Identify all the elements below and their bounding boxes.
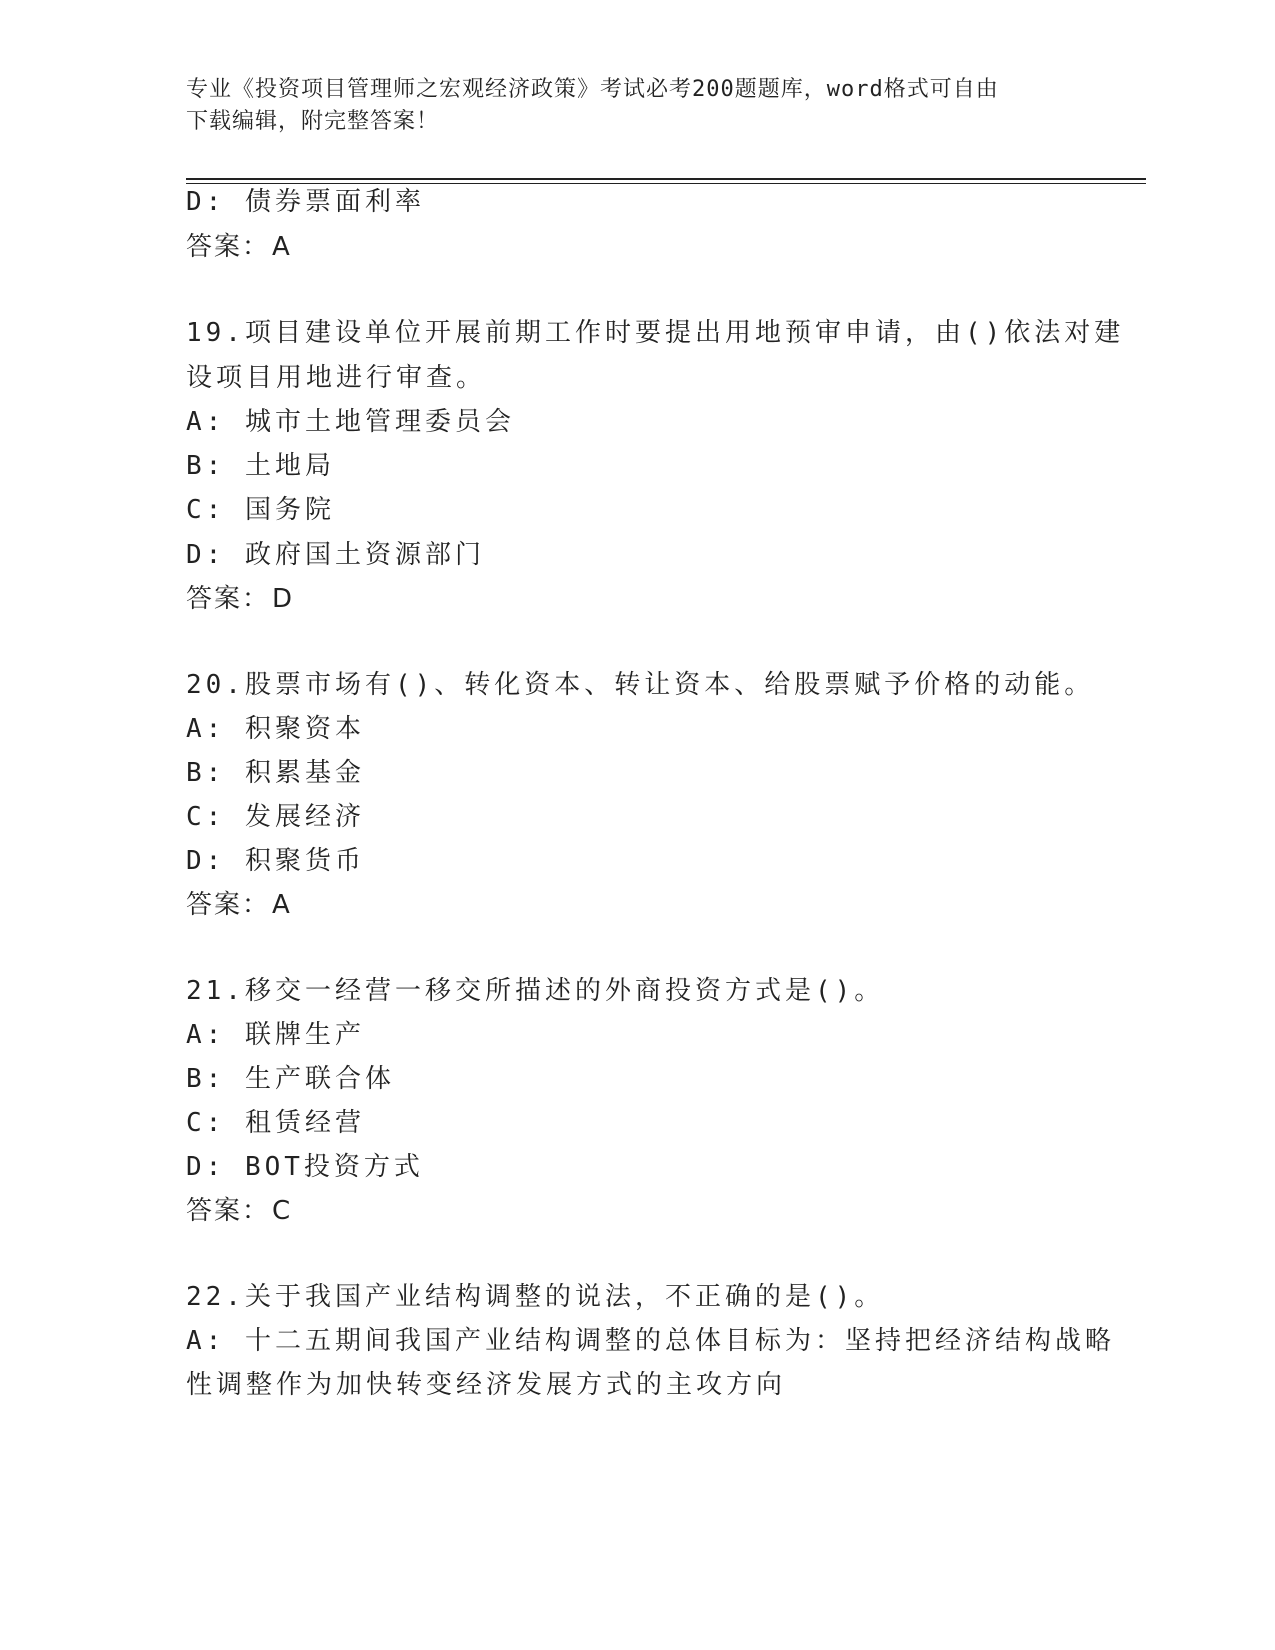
- header-line-1: 专业《投资项目管理师之宏观经济政策》考试必考200题题库，word格式可自由: [186, 77, 999, 102]
- question-20-option-c: C: 发展经济: [186, 802, 365, 832]
- question-19-answer: [186, 581, 292, 617]
- answer-label: 答案：: [186, 890, 271, 920]
- question-20-option-b: B: 积累基金: [186, 758, 365, 788]
- answer-value: C: [272, 1196, 291, 1226]
- question-22-stem-line-1: 22.关于我国产业结构调整的说法，不正确的是()。: [186, 1282, 885, 1312]
- question-19-option-c: C: 国务院: [186, 495, 335, 525]
- answer-label: 答案：: [186, 584, 271, 614]
- question-21-option-d: D: BOT投资方式: [186, 1152, 424, 1182]
- header-divider-thick: [186, 178, 1146, 180]
- question-20-option-d: D: 积聚货币: [186, 846, 365, 876]
- answer-value: D: [272, 584, 293, 614]
- prev-option-d: D: 债券票面利率: [186, 187, 425, 217]
- question-20-option-a: A: 积聚资本: [186, 714, 365, 744]
- question-21-option-b: B: 生产联合体: [186, 1064, 395, 1094]
- question-19-stem-line-1: 19.项目建设单位开展前期工作时要提出用地预审申请，由()依法对建: [186, 318, 1125, 348]
- answer-label: 答案：: [186, 1196, 271, 1226]
- answer-value: A: [272, 890, 290, 920]
- prev-answer: [186, 229, 290, 265]
- question-21-option-a: A: 联牌生产: [186, 1020, 365, 1050]
- page-header: [186, 74, 1086, 138]
- question-19-option-d: D: 政府国土资源部门: [186, 540, 485, 570]
- question-19-stem-line-2: 设项目用地进行审查。: [186, 363, 487, 393]
- answer-label: 答案：: [186, 232, 271, 262]
- question-22-option-a-line-2: 性调整作为加快转变经济发展方式的主攻方向: [186, 1370, 787, 1400]
- question-21-answer: [186, 1193, 290, 1229]
- question-20-stem-line-1: 20.股票市场有()、转化资本、转让资本、给股票赋予价格的动能。: [186, 670, 1095, 700]
- question-21-stem-line-1: 21.移交一经营一移交所描述的外商投资方式是()。: [186, 976, 885, 1006]
- answer-value: A: [272, 232, 290, 262]
- question-19-option-b: B: 土地局: [186, 451, 335, 481]
- question-21-option-c: C: 租赁经营: [186, 1108, 365, 1138]
- header-line-2: 下载编辑，附完整答案！: [186, 109, 440, 134]
- question-22-option-a-line-1: A: 十二五期间我国产业结构调整的总体目标为：坚持把经济结构战略: [186, 1326, 1115, 1356]
- question-19-option-a: A: 城市土地管理委员会: [186, 407, 515, 437]
- question-20-answer: [186, 887, 290, 923]
